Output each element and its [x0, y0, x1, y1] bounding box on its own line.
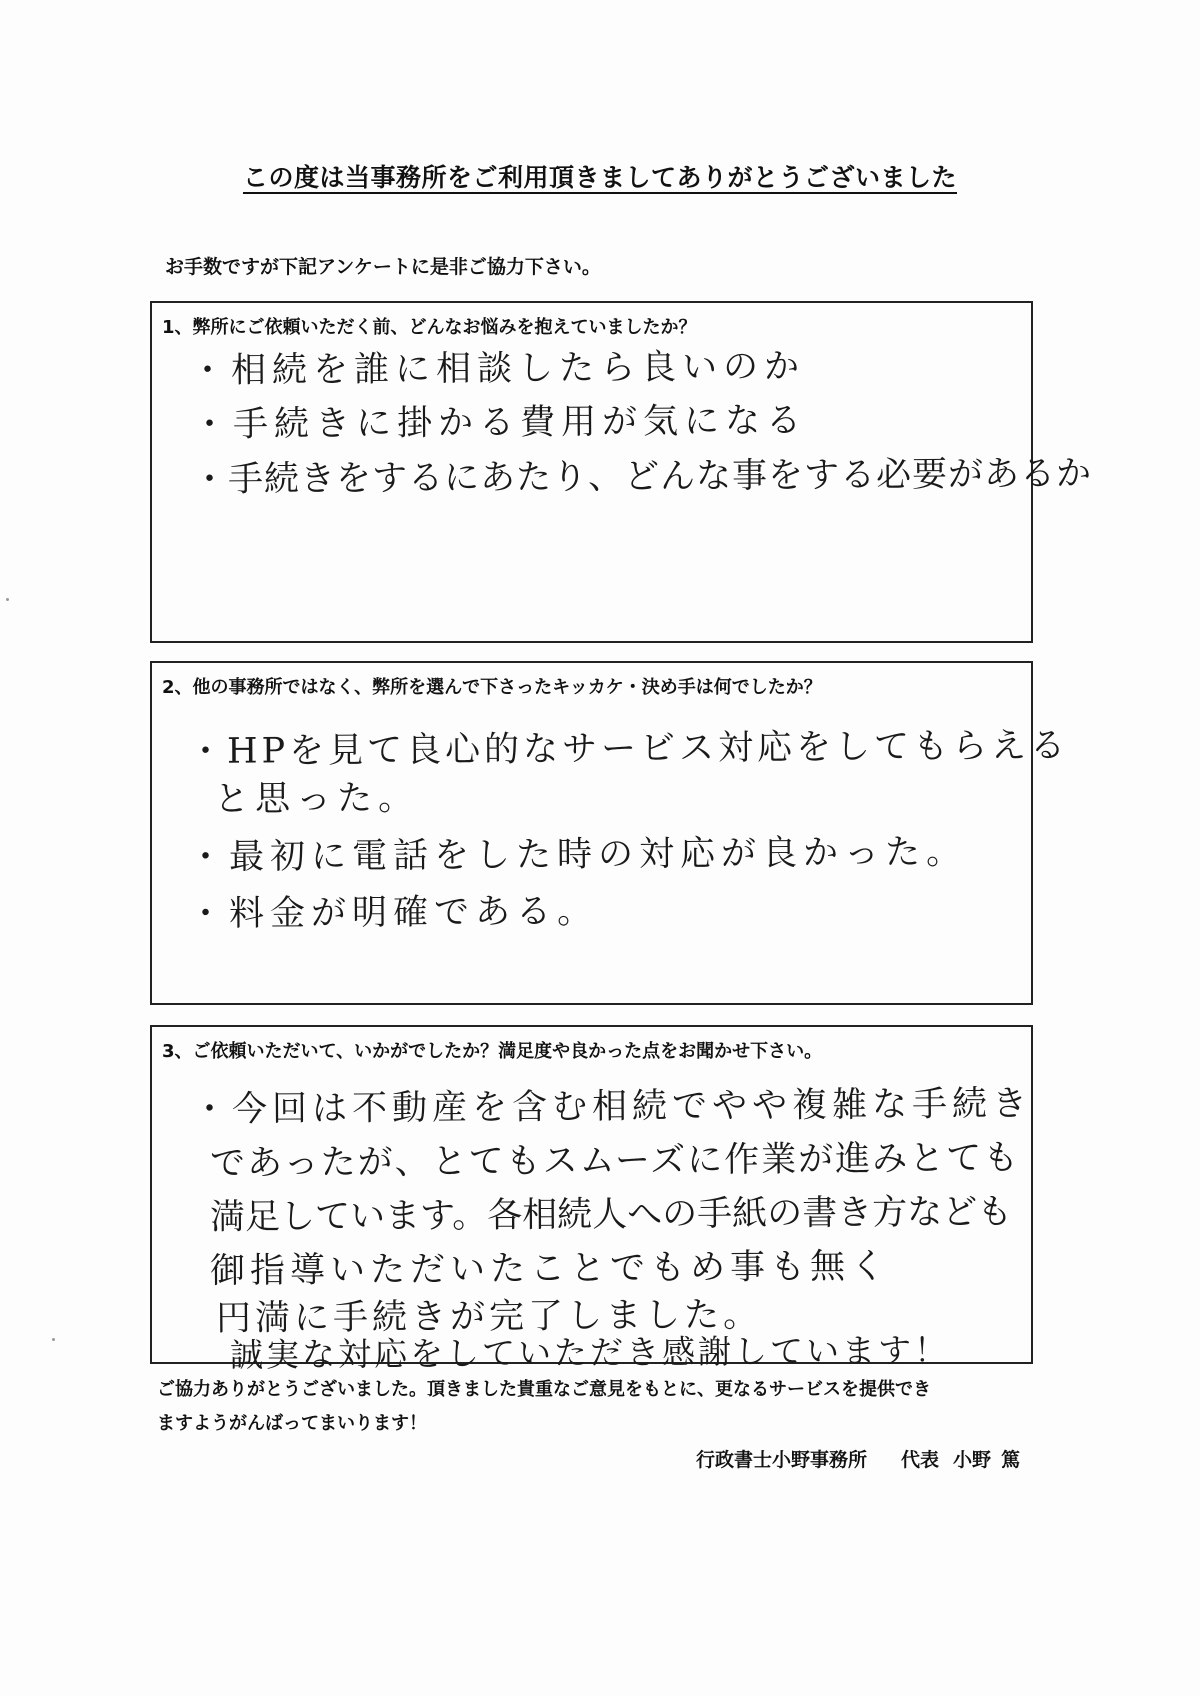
closing-line-1: ご協力ありがとうございました。頂きました貴重なご意見をもとに、更なるサービスを提供でき — [157, 1379, 931, 1400]
signature — [696, 1445, 1020, 1472]
survey-intro: お手数ですが下記アンケートに是非ご協力下さい。 — [165, 256, 601, 278]
question-label-1: 1、弊所にご依頼いただく前、どんなお悩みを抱えていましたか？ — [162, 317, 697, 338]
answer-2-line-3: ・最初に電話をした時の対応が良かった。 — [187, 832, 968, 878]
page-title — [150, 158, 1050, 194]
scan-speck — [52, 1338, 55, 1341]
closing-line-2: ますようがんばってまいります！ — [157, 1413, 427, 1434]
representative-role: 代表 — [900, 1449, 939, 1471]
answer-3-line-3: 満足しています。各相続人への手紙の書き方なども — [209, 1192, 1013, 1238]
scan-speck — [6, 598, 9, 601]
question-label-2: 2、他の事務所ではなく、弊所を選んで下さったキッカケ・決め手は何でしたか？ — [162, 677, 822, 698]
answer-3-line-2: であったが、とてもスムーズに作業が進みとても — [209, 1138, 1021, 1184]
answer-1-line-1: ・相続を誰に相談したら良いのか — [189, 346, 806, 392]
answer-1-line-3: ・手続きをするにあたり、どんな事をする必要があるか — [191, 453, 1093, 501]
question-box-1 — [150, 301, 1093, 643]
representative-given-name: 篤 — [1000, 1449, 1020, 1471]
question-box-3 — [150, 1025, 1033, 1375]
answer-2-line-1: ・HPを見て良心的なサービス対応をしてもらえる — [187, 725, 1070, 773]
answer-1-line-2: ・手続きに掛かる費用が気になる — [191, 400, 808, 446]
closing-message — [157, 1373, 1027, 1441]
answer-3-line-6: 誠実な対応をしていただき感謝しています！ — [229, 1330, 951, 1375]
page-title-text: この度は当事務所をご利用頂きましてありがとうございました — [242, 163, 957, 192]
answer-2-line-2: と思った。 — [213, 778, 420, 820]
question-label-3: 3、ご依頼いただいて、いかがでしたか？満足度や良かった点をお聞かせ下さい。 — [162, 1041, 823, 1062]
office-name: 行政書士小野事務所 — [695, 1449, 867, 1471]
answer-3-line-5: 円満に手続きが完了しました。 — [215, 1295, 763, 1339]
question-box-2 — [150, 661, 1070, 1005]
answer-3-line-4: 御指導いただいたことでもめ事も無く — [209, 1246, 891, 1292]
representative-surname: 小野 — [952, 1449, 991, 1471]
answer-2-line-4: ・料金が明確である。 — [187, 891, 599, 935]
answer-3-line-1: ・今回は不動産を含む相続でやや複雑な手続き — [191, 1084, 1033, 1130]
